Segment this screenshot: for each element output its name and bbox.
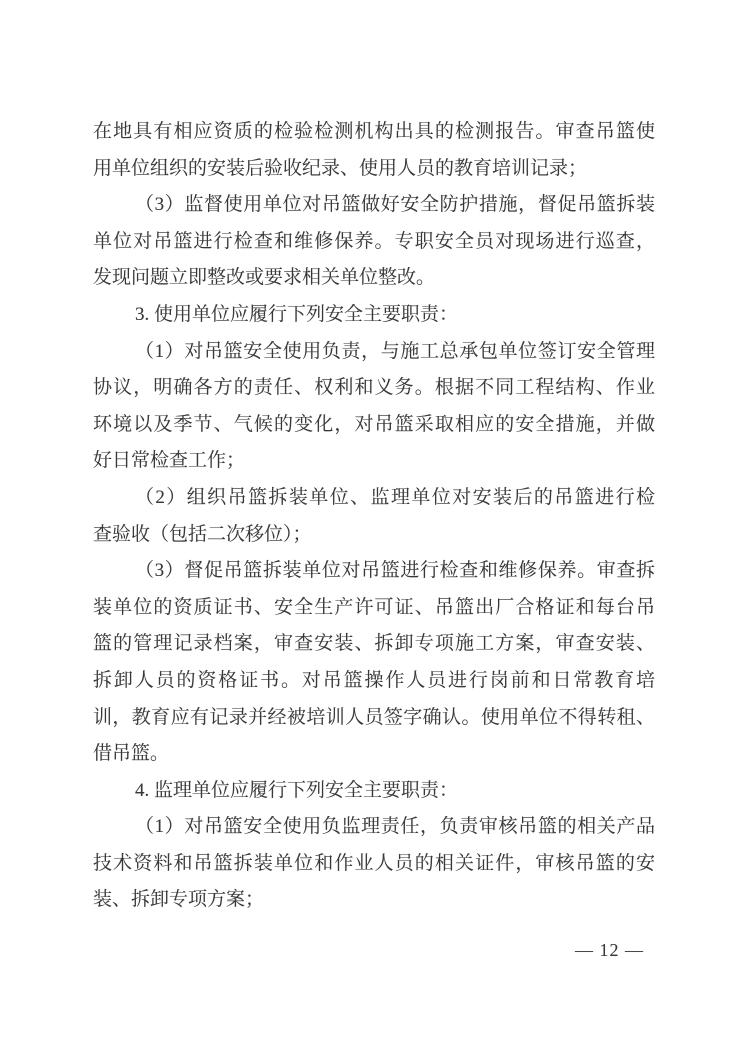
text-line: 用单位组织的安装后验收纪录、使用人员的教育培训记录； [93, 157, 588, 179]
paragraph [93, 480, 655, 553]
text-line: （3）督促吊篮拆装单位对吊篮进行检查和维修保养。审查拆 [135, 560, 655, 582]
text-line: （1）对吊篮安全使用负责，与施工总承包单位签订安全管理 [135, 340, 655, 362]
text-line: 拆卸人员的资格证书。对吊篮操作人员进行岗前和日常教育培 [93, 669, 655, 691]
text-block [93, 114, 655, 919]
text-line: 3. 使用单位应履行下列安全主要职责： [135, 303, 459, 325]
paragraph [93, 297, 655, 334]
text-line: 发现问题立即整改或要求相关单位整改。 [93, 267, 436, 289]
text-line: 篮的管理记录档案，审查安装、拆卸专项施工方案，审查安装、 [93, 633, 655, 655]
paragraph [93, 187, 655, 297]
text-line: 环境以及季节、气候的变化，对吊篮采取相应的安全措施，并做 [93, 413, 655, 435]
paragraph [93, 773, 655, 810]
text-line: 单位对吊篮进行检查和维修保养。专职安全员对现场进行巡查， [93, 230, 655, 252]
paragraph [93, 334, 655, 480]
paragraph [93, 114, 655, 187]
paragraph [93, 553, 655, 773]
text-line: （3）监督使用单位对吊篮做好安全防护措施，督促吊篮拆装 [135, 194, 655, 216]
text-line: 协议，明确各方的责任、权利和义务。根据不同工程结构、作业 [93, 377, 655, 399]
text-line: 训，教育应有记录并经被培训人员签字确认。使用单位不得转租、 [93, 706, 655, 728]
text-line: 好日常检查工作； [93, 450, 246, 472]
paragraph [93, 809, 655, 919]
text-line: 查验收（包括二次移位）； [93, 523, 312, 545]
text-line: 装、拆卸专项方案； [93, 889, 265, 911]
text-line: 4. 监理单位应履行下列安全主要职责： [135, 779, 459, 801]
text-line: 装单位的资质证书、安全生产许可证、吊篮出厂合格证和每台吊 [93, 596, 655, 618]
text-line: （2）组织吊篮拆装单位、监理单位对安装后的吊篮进行检 [135, 486, 655, 508]
text-line: 借吊篮。 [93, 743, 170, 765]
text-line: （1）对吊篮安全使用负监理责任，负责审核吊篮的相关产品 [135, 816, 655, 838]
page-number: — 12 — [575, 940, 644, 960]
text-line: 在地具有相应资质的检验检测机构出具的检测报告。审查吊篮使 [93, 121, 655, 142]
text-line: 技术资料和吊篮拆装单位和作业人员的相关证件，审核吊篮的安 [93, 852, 655, 874]
